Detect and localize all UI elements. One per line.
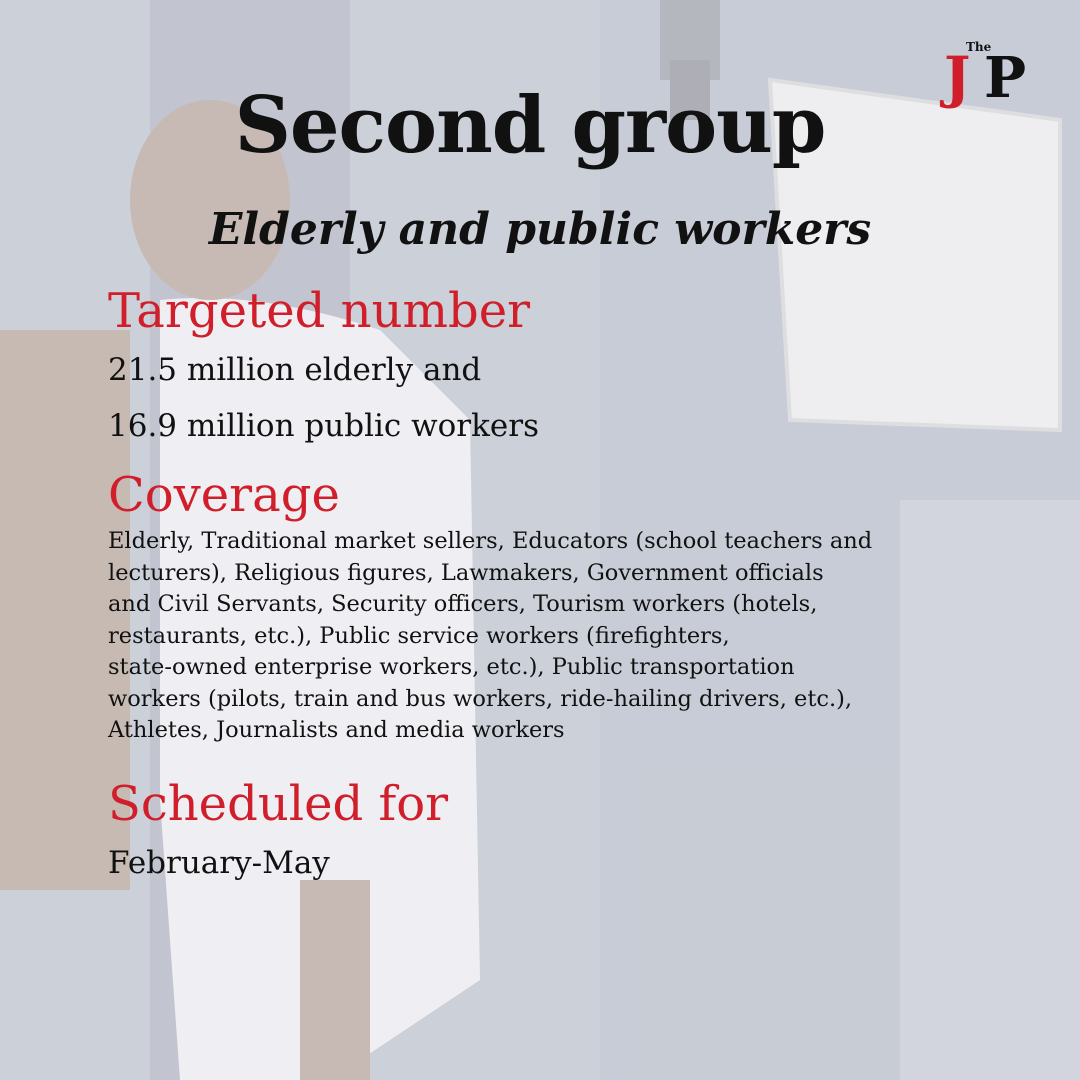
coverage-line: restaurants, etc.), Public service workers (firefighters, [108, 622, 730, 649]
content-area [108, 280, 1028, 891]
targeted-number-section [108, 280, 1028, 454]
coverage-line: workers (pilots, train and bus workers, ride-hailing drivers, etc.), [108, 685, 853, 712]
targeted-line-elderly: 21.5 million elderly and [108, 352, 482, 388]
coverage-line: Elderly, Traditional market sellers, Educators (school teachers and [108, 528, 873, 554]
logo-p-letter: P [984, 45, 1027, 111]
coverage-line: state-owned enterprise workers, etc.), Public transportation [108, 654, 795, 680]
coverage-line: Athletes, Journalists and media workers [108, 717, 565, 743]
scheduled-section [108, 773, 1028, 891]
logo-j-letter: J [944, 45, 971, 111]
targeted-number-heading: Targeted number [108, 283, 531, 339]
coverage-heading: Coverage [108, 467, 340, 523]
scheduled-value: February-May [108, 844, 330, 881]
page-subtitle: Elderly and public workers [208, 204, 872, 255]
scheduled-heading: Scheduled for [108, 775, 449, 832]
logo-the-text: The [966, 40, 992, 54]
coverage-section [108, 464, 1028, 747]
page-title: Second group [234, 80, 826, 171]
coverage-line: and Civil Servants, Security officers, Tourism workers (hotels, [108, 591, 818, 617]
targeted-line-workers: 16.9 million public workers [108, 408, 539, 444]
coverage-line: lecturers), Religious figures, Lawmakers, Government officials [108, 559, 824, 586]
